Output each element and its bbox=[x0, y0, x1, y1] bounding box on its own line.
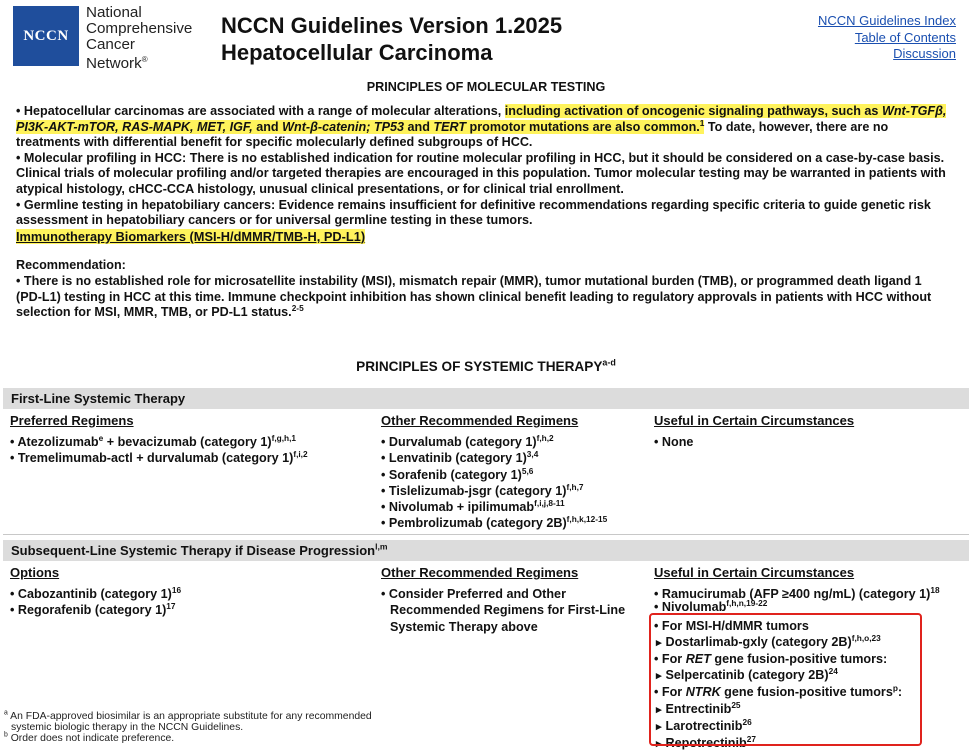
guidelines-index-link[interactable]: NCCN Guidelines Index bbox=[817, 13, 956, 28]
regimen-pembrolizumab bbox=[381, 515, 607, 531]
highlight-annotation-box bbox=[649, 613, 922, 746]
guideline-version: NCCN Guidelines Version 1.2025 bbox=[221, 13, 563, 38]
systemic-therapy-heading bbox=[0, 359, 972, 374]
regimen-sup: f,h,k,12-15 bbox=[566, 514, 608, 525]
footnote-a-marker: a bbox=[4, 709, 8, 717]
regimen-nivolumab-ipilimumab bbox=[381, 499, 607, 515]
other-regimens-heading: Other Recommended Regimens bbox=[381, 413, 579, 428]
regimen-regorafenib bbox=[10, 602, 181, 618]
bullet-1-and: and bbox=[252, 119, 283, 134]
systemic-heading-sup: a-d bbox=[602, 357, 616, 368]
regimen-sup-2: f,g,h,1 bbox=[271, 433, 297, 444]
bullet-1-highlight-end: promotor mutations are also common. bbox=[466, 119, 700, 134]
footnote-b-text: Order does not indicate preference. bbox=[10, 733, 175, 744]
section-divider bbox=[3, 534, 969, 535]
footnote-a bbox=[4, 711, 372, 722]
bullet-1-and-2: and bbox=[404, 119, 434, 134]
regimen-sup: 16 bbox=[171, 585, 182, 596]
regimen-sup: f,h,7 bbox=[566, 481, 584, 492]
logo-text: NCCN bbox=[23, 28, 69, 44]
regimen-sup: 25 bbox=[731, 699, 741, 710]
regimen-text: • Atezolizumab bbox=[10, 435, 99, 450]
regimen-sorafenib bbox=[381, 467, 607, 483]
footnote-b bbox=[4, 733, 372, 744]
regimen-tremelimumab bbox=[10, 450, 308, 466]
org-name-line-4-text: Network bbox=[86, 55, 142, 73]
bullet-1-intro: • Hepatocellular carcinomas are associated with a range of molecular alterations, bbox=[16, 104, 505, 118]
ntrk-colon: : bbox=[897, 685, 903, 700]
regimen-durvalumab bbox=[381, 434, 607, 450]
regimen-text: • Nivolumab bbox=[654, 600, 727, 615]
immunotherapy-heading: Immunotherapy Biomarkers (MSI-H/dMMR/TMB-H, PD-L1) bbox=[16, 228, 366, 244]
recommendation-text bbox=[16, 274, 948, 321]
regimen-sup: 17 bbox=[166, 601, 176, 612]
preferred-regimens-heading: Preferred Regimens bbox=[10, 413, 134, 428]
registered-mark: ® bbox=[141, 55, 148, 65]
footnote-b-marker: b bbox=[4, 731, 8, 739]
footnote-a-line-1: An FDA-approved biosimilar is an appropriate substitute for any recommended bbox=[10, 711, 372, 722]
recommendation-block bbox=[16, 258, 948, 320]
regimen-sup: 18 bbox=[930, 585, 940, 596]
regimen-text: Larotrectinib bbox=[665, 718, 743, 733]
ref-sup: 1 bbox=[699, 117, 705, 128]
molecular-testing-heading: PRINCIPLES OF MOLECULAR TESTING bbox=[366, 80, 606, 94]
useful-circumstances-column bbox=[654, 413, 854, 450]
regimen-text: • Pembrolizumab (category 2B) bbox=[381, 516, 567, 531]
recommendation-body: • There is no established role for microsatellite instability (MSI), mismatch repair (MMR), tumor mutational burden (TMB), or programmed death ligand 1 (PD-L1) testing in HCC at this time. Immune checkpoint inhibition has shown clinical benefit leading to regulatory approvals in patients with HCC without selection for MSI, MMR, TMB, or PD-L1 status. bbox=[16, 273, 932, 320]
pathway-genes: Wnt-TGFβ, PI3K-AKT-mTOR, RAS-MAPK, MET, IGF, bbox=[16, 104, 947, 134]
footnote-a-cont: systemic biologic therapy in the NCCN Guidelines. bbox=[11, 722, 244, 733]
subsequent-useful-heading: Useful in Certain Circumstances bbox=[654, 565, 855, 580]
regimen-text: • Nivolumab + ipilimumab bbox=[381, 500, 535, 515]
nav-links bbox=[818, 13, 956, 63]
regimen-text: Entrectinib bbox=[665, 701, 732, 716]
regimen-text: Selpercatinib (category 2B) bbox=[665, 668, 829, 683]
ret-post: gene fusion-positive tumors: bbox=[710, 652, 888, 667]
preferred-regimens-column bbox=[10, 413, 308, 467]
regimen-sup: f,h,2 bbox=[536, 433, 554, 444]
org-name-line-2: Comprehensive bbox=[86, 19, 193, 37]
regimen-text: Dostarlimab-gxly (category 2B) bbox=[665, 634, 852, 649]
molecular-bullet-2: • Molecular profiling in HCC: There is no established indication for routine molecular profiling in HCC, but it should be considered on a case-by-case basis. Clinical trials of molecular profiling and/or targeted therapies are encouraged in this population. Tumor molecular testing may be warranted in patients with atypical histology, cHCC-CCA histology, unusual clinical presentations, or for clinical trial enrollment. bbox=[16, 150, 946, 196]
nccn-logo bbox=[13, 6, 79, 66]
regimen-lenvatinib bbox=[381, 450, 607, 466]
subsequent-band-sup: l,m bbox=[375, 541, 388, 552]
bullet-1-highlight-text: including activation of oncogenic signaling pathways, such as bbox=[504, 104, 882, 118]
guideline-title bbox=[221, 12, 562, 66]
regimen-text: Repotrectinib bbox=[665, 736, 747, 750]
regimen-text: • Lenvatinib (category 1) bbox=[381, 451, 527, 466]
regimen-tislelizumab bbox=[381, 483, 607, 499]
regimen-sup: f,i,2 bbox=[293, 449, 308, 460]
options-column bbox=[10, 565, 181, 619]
systemic-heading-text: PRINCIPLES OF SYSTEMIC THERAPY bbox=[356, 359, 603, 374]
useful-circumstances-heading: Useful in Certain Circumstances bbox=[654, 413, 855, 428]
regimen-text: • Tremelimumab-actl + durvalumab (category 1) bbox=[10, 451, 294, 466]
ret-pre: • For bbox=[654, 652, 686, 667]
molecular-testing-section bbox=[16, 104, 948, 321]
org-name-line-1: National bbox=[86, 4, 142, 21]
subsequent-other-heading: Other Recommended Regimens bbox=[381, 565, 579, 580]
regimen-atezolizumab bbox=[10, 434, 308, 450]
table-of-contents-link[interactable]: Table of Contents bbox=[854, 29, 956, 45]
regimen-sup: 27 bbox=[746, 733, 756, 744]
discussion-link[interactable]: Discussion bbox=[893, 46, 956, 62]
ret-gene: RET bbox=[685, 652, 711, 667]
immunotherapy-heading-row bbox=[16, 229, 948, 246]
org-name-line-4 bbox=[86, 52, 192, 72]
regimen-text: • Sorafenib (category 1) bbox=[381, 467, 522, 482]
pathway-genes-2: Wnt-β-catenin; TP53 bbox=[282, 119, 404, 134]
regimen-sup: f,h,o,23 bbox=[851, 632, 881, 643]
subsequent-line-band bbox=[3, 540, 969, 561]
useful-none: • None bbox=[654, 435, 694, 450]
other-regimens-column bbox=[381, 413, 607, 531]
recommendation-ref: 2-5 bbox=[291, 302, 304, 313]
consider-preferred-text: • Consider Preferred and Other Recommended Regimens for First-Line Systemic Therapy above bbox=[381, 587, 626, 634]
ntrk-pre: • For bbox=[654, 685, 686, 700]
regimen-sup: 5,6 bbox=[521, 465, 534, 476]
regimen-text-2: + bevacizumab (category 1) bbox=[103, 435, 272, 450]
subsequent-band-text: Subsequent-Line Systemic Therapy if Disease Progression bbox=[11, 543, 376, 558]
regimen-sup: e bbox=[98, 433, 104, 444]
guideline-topic: Hepatocellular Carcinoma bbox=[221, 40, 493, 65]
recommendation-label: Recommendation: bbox=[16, 258, 126, 273]
regimen-text: • Cabozantinib (category 1) bbox=[10, 587, 172, 602]
regimen-sup: 3,4 bbox=[526, 449, 539, 460]
regimen-text: • Ramucirumab (AFP ≥400 ng/mL) (category 1) bbox=[654, 587, 931, 602]
footnotes bbox=[4, 711, 372, 744]
regimen-sup: f,i,j,8-11 bbox=[534, 497, 565, 508]
first-line-band: First-Line Systemic Therapy bbox=[3, 388, 969, 409]
ntrk-gene: NTRK bbox=[685, 685, 721, 700]
regimen-cabozantinib bbox=[10, 586, 181, 602]
molecular-bullet-1 bbox=[16, 104, 948, 151]
regimen-sup: 24 bbox=[828, 666, 838, 677]
options-heading: Options bbox=[10, 565, 60, 580]
regimen-text: • Tislelizumab-jsgr (category 1) bbox=[381, 483, 567, 498]
regimen-sup: 26 bbox=[742, 716, 752, 727]
regimen-text: • Durvalumab (category 1) bbox=[381, 435, 537, 450]
regimen-text: • Regorafenib (category 1) bbox=[10, 603, 167, 618]
bullet-1-rest: To date, however, there are no treatments with differential benefit for specific molecularly defined subgroups of HCC. bbox=[16, 119, 889, 150]
regimen-sup: f,h,n,19-22 bbox=[726, 598, 768, 609]
ntrk-sup: p bbox=[892, 683, 898, 694]
molecular-bullet-3: • Germline testing in hepatobiliary cancers: Evidence remains insufficient for definitive recommendations regarding specific criteria to guide genetic risk assessment in hepatobiliary cancers or for universal germline testing in these tumors. bbox=[16, 197, 931, 228]
subsequent-other-column bbox=[381, 565, 647, 635]
org-name-line-3: Cancer bbox=[86, 35, 135, 53]
tert-gene: TERT bbox=[433, 119, 467, 134]
org-name bbox=[86, 5, 192, 72]
ntrk-post: gene fusion-positive tumors bbox=[720, 685, 893, 700]
msi-heading: • For MSI-H/dMMR tumors bbox=[654, 618, 809, 633]
